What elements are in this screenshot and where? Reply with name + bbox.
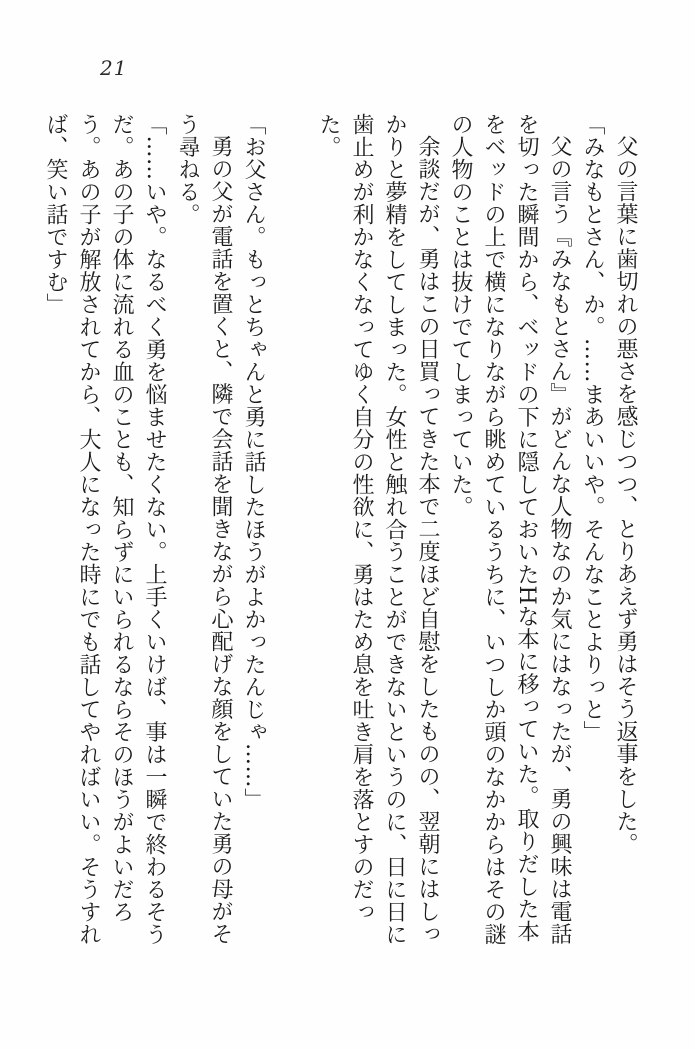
vertical-text-block xyxy=(39,113,642,955)
page-number: 21 xyxy=(100,56,128,80)
paragraph-narration-2: 父の言う『みなもとさん』がどんな人物なのか気にはなったが、勇の興味は電話を切った瞬間から、ベッドの下に隠しておいたHな本に移っていた。取りだした本をベッドの上で横になりながら眺めているうちに、いつしか頭のなかからはその謎の人物のことは抜けでてしまっていた。 xyxy=(448,113,572,946)
paragraph-narration-3: 余談だが、勇はこの日買ってきた本で二度ほど自慰をしたものの、翌朝にはしっかりと夢精をしてしまった。女性と触れ合うことができないというのに、日に日に歯止めが利かなくなってゆく自分の性欲に、勇はため息を吐き肩を落とすのだった。 xyxy=(316,113,440,946)
paragraph-narration-1: 父の言葉に歯切れの悪さを感じつつ、とりあえず勇はそう返事をした。 xyxy=(613,135,638,855)
paragraph-dialogue-3: 「……いや。なるべく勇を悩ませたくない。上手くいけば、事は一瞬で終わるそうだ。あの子の体に流れる血のことも、知らずにいられるならそのほうがよいだろう。あの子が解放されてから、大人になった時にでも話してやればいい。そうすれば、笑い話ですむ」 xyxy=(43,113,167,946)
paragraph-dialogue-2: 「お父さん。もっとちゃんと勇に話したほうがよかったんじゃ……」 xyxy=(241,113,266,811)
paragraph-dialogue-1: 「みなもとさん、か。……まあいいや。そんなことよりっと」 xyxy=(580,113,605,743)
paragraph-narration-4: 勇の父が電話を置くと、隣で会話を聞きながら心配げな顔をしていた勇の母がそう尋ねる。 xyxy=(175,113,233,945)
